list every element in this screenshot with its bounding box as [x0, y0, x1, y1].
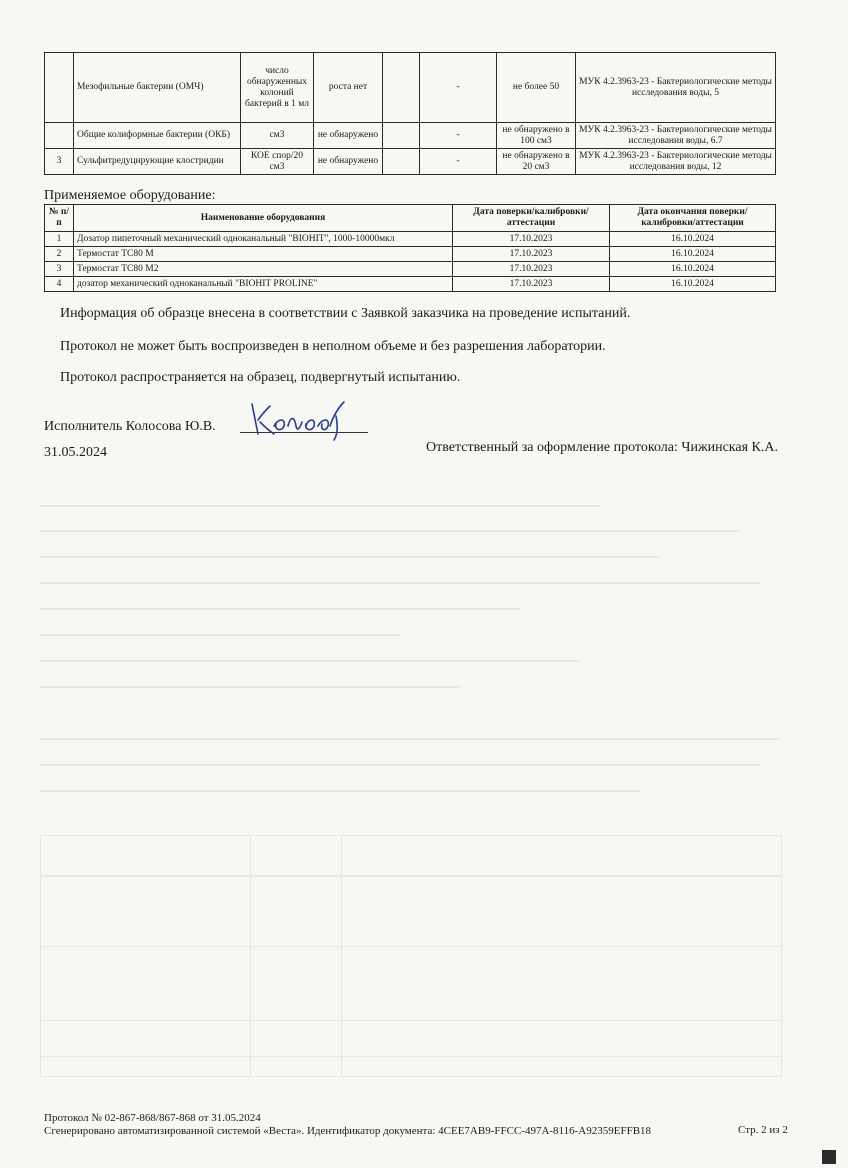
end-date: 16.10.2024: [610, 262, 776, 277]
check-date: 17.10.2023: [453, 277, 610, 292]
note-sample-info: Информация об образце внесена в соответствии с Заявкой заказчика на проведение испытаний.: [60, 306, 631, 321]
executor-name: Исполнитель Колосова Ю.В.: [44, 419, 216, 434]
unit: КОЕ спор/20 см3: [241, 149, 314, 175]
row-number: 2: [45, 247, 74, 262]
result: не обнаружено: [314, 123, 383, 149]
footer-protocol-number: Протокол № 02-867-868/867-868 от 31.05.2024: [44, 1112, 261, 1124]
column-header-check-date: Дата поверки/калибровки/аттестации: [453, 205, 610, 232]
equipment-table: [44, 204, 776, 292]
table-row: [45, 262, 776, 277]
dash-value: -: [420, 53, 497, 123]
column-header-name: Наименование оборудования: [74, 205, 453, 232]
handwritten-signature: [244, 396, 356, 442]
row-number: [45, 123, 74, 149]
check-date: 17.10.2023: [453, 232, 610, 247]
column-header-end-date: Дата окончания поверки/калибровки/аттестации: [610, 205, 776, 232]
indicator-name: Мезофильные бактерии (ОМЧ): [74, 53, 241, 123]
note-scope: Протокол распространяется на образец, подвергнутый испытанию.: [60, 370, 461, 385]
uncertainty: [383, 53, 420, 123]
end-date: 16.10.2024: [610, 277, 776, 292]
page-number: Стр. 2 из 2: [738, 1124, 788, 1136]
signature-date: 31.05.2024: [44, 445, 107, 460]
responsible-person: Ответственный за оформление протокола: Чижинская К.А.: [426, 440, 778, 455]
norm: не более 50: [497, 53, 576, 123]
norm: не обнаружено в 100 см3: [497, 123, 576, 149]
table-row: [45, 149, 776, 175]
equipment-name: Дозатор пипеточный механический одноканальный "BIOHIT", 1000-10000мкл: [74, 232, 453, 247]
note-reproduction: Протокол не может быть воспроизведен в неполном объеме и без разрешения лаборатории.: [60, 339, 606, 354]
end-date: 16.10.2024: [610, 247, 776, 262]
table-header-row: [45, 205, 776, 232]
row-number: 3: [45, 149, 74, 175]
row-number: 4: [45, 277, 74, 292]
equipment-name: Термостат ТС80 М: [74, 247, 453, 262]
equipment-name: дозатор механический одноканальный "BIOHIT PROLINE": [74, 277, 453, 292]
table-row: [45, 277, 776, 292]
indicator-name: Сульфитредуцирующие клостридии: [74, 149, 241, 175]
scan-corner-mark: [822, 1150, 836, 1164]
table-row: [45, 53, 776, 123]
equipment-title: Применяемое оборудование:: [44, 188, 216, 203]
method: МУК 4.2.3963-23 - Бактериологические методы исследования воды, 6.7: [576, 123, 776, 149]
method: МУК 4.2.3963-23 - Бактериологические методы исследования воды, 5: [576, 53, 776, 123]
unit: число обнаруженных колоний бактерий в 1 мл: [241, 53, 314, 123]
table-row: [45, 232, 776, 247]
result: роста нет: [314, 53, 383, 123]
equipment-name: Термостат ТС80 М2: [74, 262, 453, 277]
norm: не обнаружено в 20 см3: [497, 149, 576, 175]
result: не обнаружено: [314, 149, 383, 175]
indicator-name: Общие колиформные бактерии (ОКБ): [74, 123, 241, 149]
footer-generated-by: Сгенерировано автоматизированной системой «Веста». Идентификатор документа: 4CEE7AB9-FFCC-497A-8116-A92359EFFB18: [44, 1125, 652, 1137]
check-date: 17.10.2023: [453, 247, 610, 262]
dash-value: -: [420, 123, 497, 149]
row-number: 1: [45, 232, 74, 247]
dash-value: -: [420, 149, 497, 175]
row-number: 3: [45, 262, 74, 277]
table-row: [45, 123, 776, 149]
end-date: 16.10.2024: [610, 232, 776, 247]
table-row: [45, 247, 776, 262]
unit: см3: [241, 123, 314, 149]
row-number: [45, 53, 74, 123]
uncertainty: [383, 123, 420, 149]
column-header-number: № п/п: [45, 205, 74, 232]
results-table: [44, 52, 776, 175]
method: МУК 4.2.3963-23 - Бактериологические методы исследования воды, 12: [576, 149, 776, 175]
check-date: 17.10.2023: [453, 262, 610, 277]
uncertainty: [383, 149, 420, 175]
